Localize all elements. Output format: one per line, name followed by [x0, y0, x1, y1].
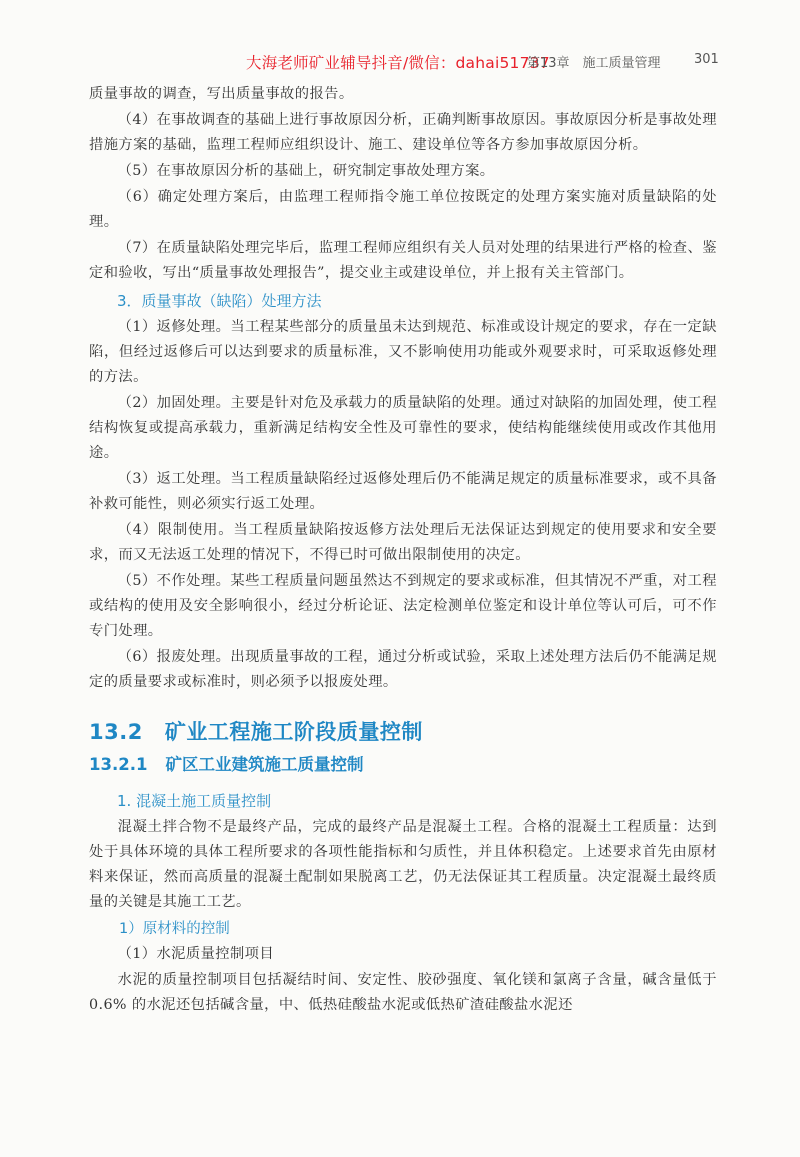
subsection-heading: 1）原材料的控制 [119, 921, 230, 937]
watermark-text: 大海老师矿业辅导抖音/微信：dahai51737 [246, 54, 550, 72]
section-number: 13.2.1 [89, 755, 148, 774]
section-number: 13.2 [89, 720, 143, 744]
paragraph: （2）加固处理。主要是针对危及承载力的质量缺陷的处理。通过对缺陷的加固处理，使工程结构恢复或提高承载力，重新满足结构安全性及可靠性的要求，使结构能继续使用或改作其他用途。 [89, 395, 717, 461]
paragraph: （5）在事故原因分析的基础上，研究制定事故处理方案。 [117, 163, 495, 179]
paragraph: （1）水泥质量控制项目 [117, 946, 275, 962]
section-title: 矿区工业建筑施工质量控制 [165, 755, 364, 774]
subsection-heading: 3．质量事故（缺陷）处理方法 [117, 292, 322, 310]
page-body [89, 82, 717, 1019]
paragraph: 质量事故的调查，写出质量事故的报告。 [89, 86, 354, 102]
page-number: 301 [694, 52, 719, 67]
paragraph: （7）在质量缺陷处理完毕后，监理工程师应组织有关人员对处理的结果进行严格的检查、鉴定和验收，写出“质量事故处理报告”，提交业主或建设单位，并上报有关主管部门。 [89, 240, 717, 281]
chapter-title: 第13章 施工质量管理 [527, 56, 661, 71]
subsection-heading: 1. 混凝土施工质量控制 [117, 792, 272, 810]
subsection-title [89, 751, 717, 779]
paragraph: 混凝土拌合物不是最终产品，完成的最终产品是混凝土工程。合格的混凝土工程质量：达到处于具体环境的具体工程所要求的各项性能指标和匀质性，并且体积稳定。上述要求首先由原材料来保证，然而高质量的混凝土配制如果脱离工艺，仍无法保证其工程质量。决定混凝土最终质量的关键是其施工工艺。 [89, 819, 717, 910]
paragraph: 水泥的质量控制项目包括凝结时间、安定性、胶砂强度、氧化镁和氯离子含量，碱含量低于 0.6% 的水泥还包括碱含量，中、低热硅酸盐水泥或低热矿渣硅酸盐水泥还 [89, 972, 717, 1013]
paragraph: （4）在事故调查的基础上进行事故原因分析，正确判断事故原因。事故原因分析是事故处理措施方案的基础，监理工程师应组织设计、施工、建设单位等各方参加事故原因分析。 [89, 112, 717, 153]
paragraph: （6）报废处理。出现质量事故的工程，通过分析或试验，采取上述处理方法后仍不能满足规定的质量要求或标准时，则必须予以报废处理。 [89, 649, 717, 690]
paragraph: （4）限制使用。当工程质量缺陷按返修方法处理后无法保证达到规定的使用要求和安全要求，而又无法返工处理的情况下，不得已时可做出限制使用的决定。 [89, 522, 717, 563]
paragraph: （5）不作处理。某些工程质量问题虽然达不到规定的要求或标准，但其情况不严重，对工程或结构的使用及安全影响很小，经过分析论证、法定检测单位鉴定和设计单位等认可后，可不作专门处理。 [89, 573, 717, 639]
page-header [0, 46, 800, 76]
paragraph: （1）返修处理。当工程某些部分的质量虽未达到规范、标准或设计规定的要求，存在一定缺陷，但经过返修后可以达到要求的质量标准，又不影响使用功能或外观要求时，可采取返修处理的方法。 [89, 319, 717, 385]
paragraph: （6）确定处理方案后，由监理工程师指令施工单位按既定的处理方案实施对质量缺陷的处理。 [89, 189, 717, 230]
section-title: 矿业工程施工阶段质量控制 [164, 720, 423, 744]
section-heading [89, 717, 717, 747]
paragraph: （3）返工处理。当工程质量缺陷经过返修处理后仍不能满足规定的质量标准要求，或不具备补救可能性，则必须实行返工处理。 [89, 471, 717, 512]
